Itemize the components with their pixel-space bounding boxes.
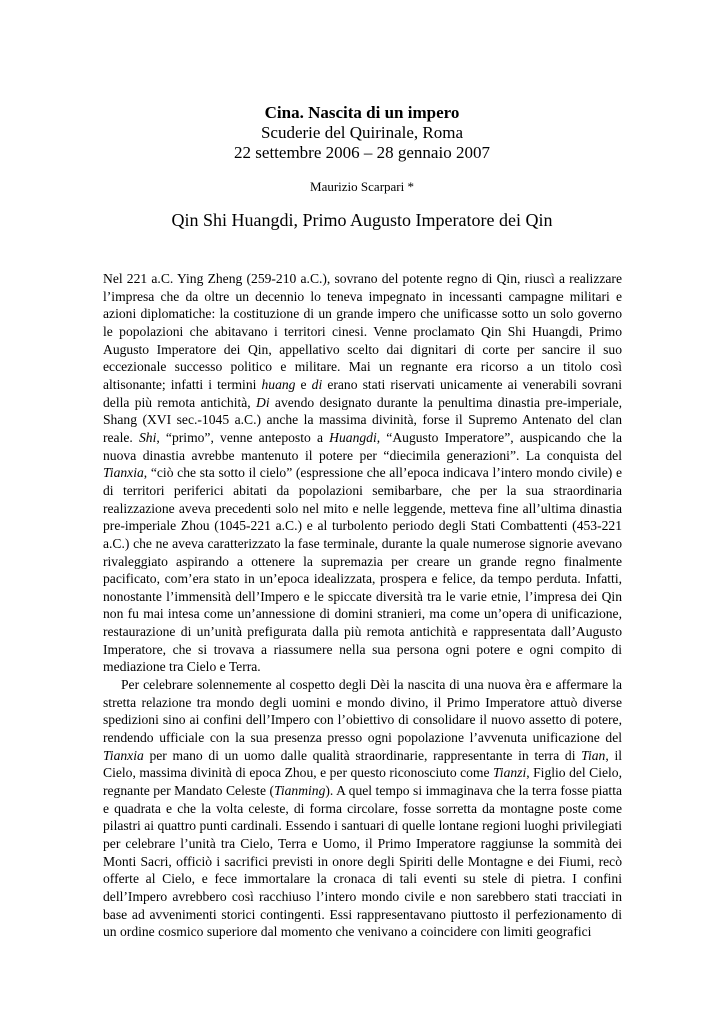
- article-title: Qin Shi Huangdi, Primo Augusto Imperatore dei Qin: [171, 210, 553, 230]
- exhibition-title: Cina. Nascita di un impero: [264, 103, 460, 122]
- text-run: , “primo”, venne anteposto a: [156, 429, 330, 445]
- paragraph-2: [103, 676, 622, 941]
- italic-term: Tianzi: [493, 765, 527, 781]
- text-run: , “Augusto Imperatore”, auspicando che la nuova dinastia avrebbe mantenuto il potere per “diecimila generazioni”. La conquista del: [103, 429, 622, 463]
- italic-term: Tianxia: [103, 465, 144, 481]
- italic-term: di: [311, 376, 323, 392]
- italic-term: Shi: [138, 429, 157, 445]
- author-name: Maurizio Scarpari *: [310, 179, 414, 194]
- italic-term: Di: [256, 394, 270, 410]
- article-body: [103, 270, 622, 941]
- text-run: , il Cielo, massima divinità di epoca Zhou, e per questo riconosciuto come: [103, 747, 622, 781]
- italic-term: Tian: [581, 747, 606, 763]
- italic-term: Tianming: [274, 783, 326, 799]
- exhibition-venue: Scuderie del Quirinale, Roma: [260, 123, 464, 142]
- text-run: per mano di un uomo dalle qualità straordinarie, rappresentante in terra di: [143, 747, 582, 763]
- text-run: avendo designato durante la penultima dinastia pre-imperiale, Shang (XVI sec.-1045 a.C.) anche la massima divinità, forse il Supremo Antenato del clan reale.: [103, 394, 622, 445]
- italic-term: Huangdi: [329, 429, 377, 445]
- text-run: , Figlio del Cielo, regnante per Mandato Celeste (: [103, 765, 622, 799]
- exhibition-dates: 22 settembre 2006 – 28 gennaio 2007: [234, 143, 490, 162]
- text-run: ). A quel tempo si immaginava che la terra fosse piatta e quadrata e che la volta celeste, di forma circolare, fosse sorretta da montagne poste come pilastri ai quattro punti cardinali. Essendo i santuari di quelle lontane regioni luoghi privilegiati per celebrare l’unità tra Cielo, Terra e Uomo, il Primo Imperatore raggiunse la sommità dei Monti Sacri, officiò i sacrifici previsti in onore degli Spiriti delle Montagne e dei Fiumi, recò offerte al Cielo, e fece immortalare la cronaca di tali eventi su stele di pietra. I confini dell’Impero avrebbero così racchiuso l’intero mondo civile e non sarebbero stati tracciati in base ad avvenimenti storici contingenti. Essi rappresentavano piuttosto il perfezionamento di un ordine cosmico superiore dal momento che venivano a coincidere con limiti geografici: [103, 783, 623, 940]
- text-run: Nel 221 a.C. Ying Zheng (259-210 a.C.), sovrano del potente regno di Qin, riuscì a realizzare l’impresa che da oltre un decennio lo teneva impegnato in incessanti campagne militari e azioni diplomatiche: la costituzione di un grande impero che unificasse sotto un solo governo le popolazioni che abitavano i territori cinesi. Venne proclamato Qin Shi Huangdi, Primo Augusto Imperatore dei Qin, appellativo scelto dai dignitari di corte per sancire il suo eccezionale successo politico e militare. Mai un regnante era ricorso a un titolo così altisonante; infatti i termini: [103, 271, 622, 392]
- document-header: [0, 103, 724, 231]
- text-run: e: [295, 376, 312, 392]
- paragraph-1: [103, 270, 622, 676]
- text-run: erano stati riservati unicamente ai venerabili sovrani della più remota antichità,: [103, 376, 623, 410]
- text-run: , “ciò che sta sotto il cielo” (espressione che all’epoca indicava l’intero mondo civile) e di territori periferici abitati da popolazioni semibarbare, che per la sua straordinaria realizzazione aveva precedenti solo nel mito e nelle leggende, metteva fine all’ultima dinastia pre-imperiale Zhou (1045-221 a.C.) e al turbolento periodo degli Stati Combattenti (453-221 a.C.) che ne aveva caratterizzato la fase terminale, durante la quale numerose signorie avevano rivaleggiato aspirando a ottenere la supremazia per creare un grande regno finalmente pacificato, com’era stato in un’epoca idealizzata, prospera e felice, da tempo perduta. Infatti, nonostante l’immensità dell’Impero e le spiccate diversità tra le varie etnie, l’impresa dei Qin non fu mai intesa come un’annessione di domini stranieri, ma come un’opera di unificazione, restaurazione di un’unità prefigurata dalla più remota antichità e rappresentata dall’Augusto Imperatore, che si trovava a riassumere nella sua persona ogni potere e ogni compito di mediazione tra Cielo e Terra.: [103, 465, 622, 675]
- italic-term: huang: [261, 376, 296, 392]
- italic-term: Tianxia: [103, 747, 144, 763]
- text-run: Per celebrare solennemente al cospetto degli Dèi la nascita di una nuova èra e affermare la stretta relazione tra mondo degli uomini e mondo divino, il Primo Imperatore attuò diverse spedizioni sino ai confini dell’Impero con l’obiettivo di consolidare il nuovo assetto di potere, rendendo ufficiale con la sua presenza presso ogni popolazione l’avvenuta unificazione del: [103, 677, 622, 746]
